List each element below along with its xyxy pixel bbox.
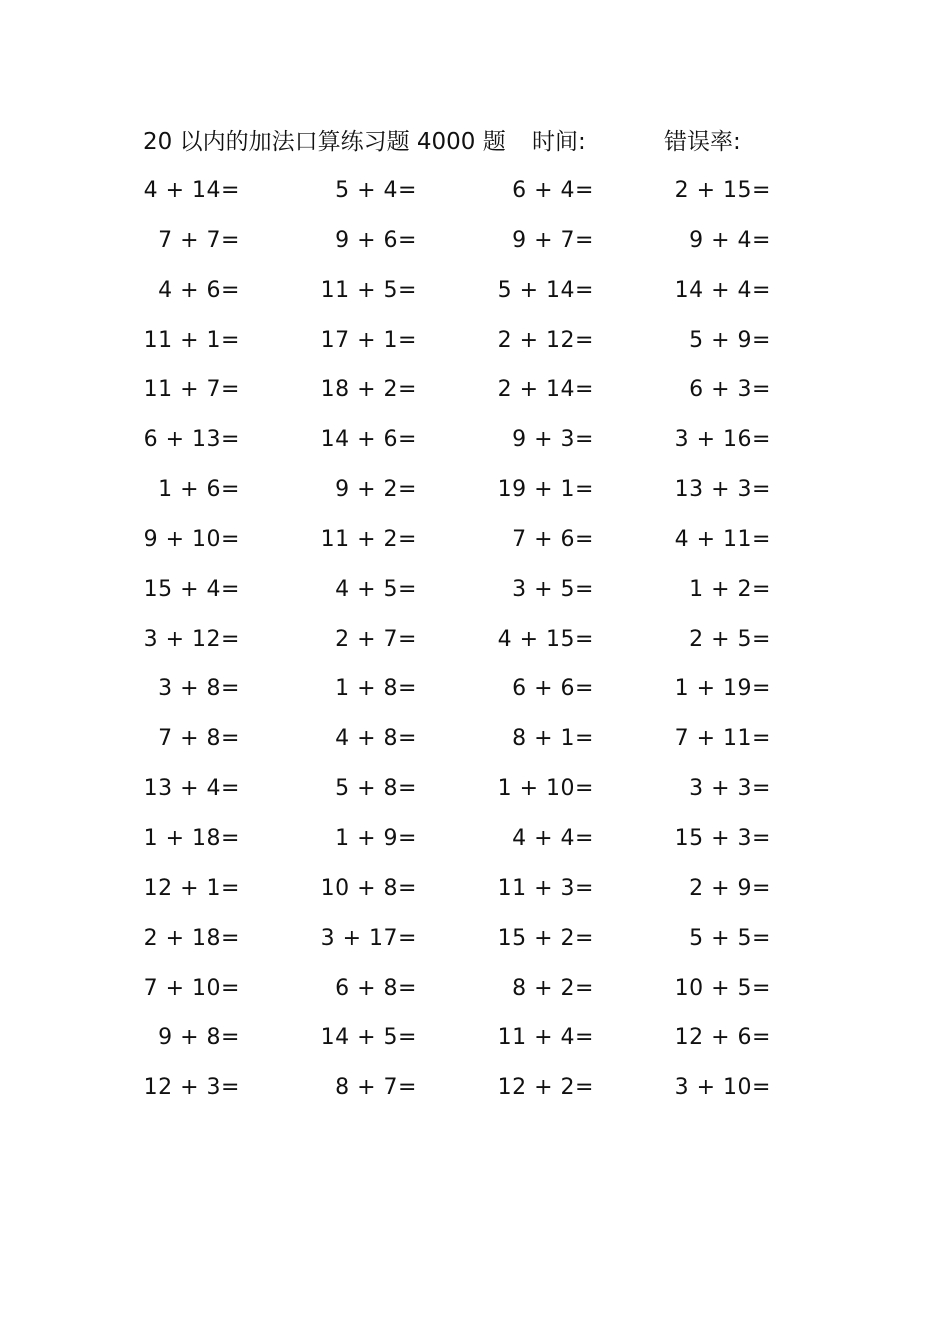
addition-problem: 11 + 4= [497, 1025, 594, 1051]
addition-problem: 3 + 10= [674, 1075, 771, 1101]
addition-problem: 10 + 8= [320, 875, 417, 901]
addition-problem: 7 + 8= [158, 726, 240, 752]
addition-problem: 4 + 8= [335, 726, 417, 752]
addition-problem: 1 + 9= [335, 825, 417, 851]
addition-problem: 3 + 8= [158, 676, 240, 702]
addition-problem: 3 + 5= [512, 576, 594, 602]
addition-problem: 2 + 9= [689, 875, 771, 901]
addition-problem: 2 + 7= [335, 626, 417, 652]
addition-problem: 9 + 3= [512, 427, 594, 453]
addition-problem: 11 + 2= [320, 526, 417, 552]
addition-problem: 3 + 16= [674, 427, 771, 453]
addition-problem: 14 + 4= [674, 277, 771, 303]
addition-problem: 1 + 8= [335, 676, 417, 702]
addition-problem: 6 + 6= [512, 676, 594, 702]
addition-problem: 8 + 2= [512, 975, 594, 1001]
addition-problem: 2 + 12= [497, 327, 594, 353]
addition-problem: 4 + 4= [512, 825, 594, 851]
addition-problem: 5 + 4= [335, 178, 417, 203]
addition-problem: 10 + 5= [674, 975, 771, 1001]
addition-problem: 9 + 10= [143, 526, 240, 552]
problem-grid [140, 171, 800, 1118]
addition-problem: 1 + 19= [674, 676, 771, 702]
worksheet-title: 20 以内的加法口算练习题 4000 题 [143, 129, 506, 155]
addition-problem: 9 + 7= [512, 227, 594, 253]
time-label: 时间: [532, 129, 586, 155]
addition-problem: 17 + 1= [320, 327, 417, 353]
addition-problem: 7 + 7= [158, 227, 240, 253]
addition-problem: 5 + 14= [497, 277, 594, 303]
addition-problem: 5 + 9= [689, 327, 771, 353]
addition-problem: 13 + 3= [674, 477, 771, 503]
addition-problem: 8 + 7= [335, 1075, 417, 1101]
addition-problem: 11 + 1= [143, 327, 240, 353]
addition-problem: 11 + 3= [497, 875, 594, 901]
addition-problem: 8 + 1= [512, 726, 594, 752]
addition-problem: 12 + 1= [143, 875, 240, 901]
addition-problem: 6 + 8= [335, 975, 417, 1001]
addition-problem: 2 + 5= [689, 626, 771, 652]
addition-problem: 19 + 1= [497, 477, 594, 503]
addition-problem: 5 + 5= [689, 925, 771, 951]
addition-problem: 2 + 18= [143, 925, 240, 951]
addition-problem: 1 + 2= [689, 576, 771, 602]
addition-problem: 13 + 4= [143, 776, 240, 802]
addition-problem: 18 + 2= [320, 377, 417, 403]
addition-problem: 1 + 18= [143, 825, 240, 851]
addition-problem: 4 + 14= [143, 178, 240, 203]
addition-problem: 2 + 15= [674, 178, 771, 203]
error-rate-label: 错误率: [664, 129, 741, 155]
addition-problem: 9 + 4= [689, 227, 771, 253]
addition-problem: 6 + 3= [689, 377, 771, 403]
addition-problem: 1 + 10= [497, 776, 594, 802]
addition-problem: 7 + 6= [512, 526, 594, 552]
addition-problem: 7 + 11= [674, 726, 771, 752]
addition-problem: 5 + 8= [335, 776, 417, 802]
addition-problem: 12 + 3= [143, 1075, 240, 1101]
addition-problem: 11 + 5= [320, 277, 417, 303]
addition-problem: 4 + 11= [674, 526, 771, 552]
addition-problem: 11 + 7= [143, 377, 240, 403]
addition-problem: 9 + 8= [158, 1025, 240, 1051]
worksheet-header [143, 124, 843, 160]
addition-problem: 3 + 3= [689, 776, 771, 802]
addition-problem: 3 + 17= [320, 925, 417, 951]
addition-problem: 14 + 6= [320, 427, 417, 453]
addition-problem: 15 + 2= [497, 925, 594, 951]
addition-problem: 15 + 3= [674, 825, 771, 851]
addition-problem: 12 + 6= [674, 1025, 771, 1051]
addition-problem: 4 + 5= [335, 576, 417, 602]
addition-problem: 7 + 10= [143, 975, 240, 1001]
addition-problem: 6 + 13= [143, 427, 240, 453]
addition-problem: 15 + 4= [143, 576, 240, 602]
addition-problem: 3 + 12= [143, 626, 240, 652]
addition-problem: 1 + 6= [158, 477, 240, 503]
addition-problem: 2 + 14= [497, 377, 594, 403]
addition-problem: 6 + 4= [512, 178, 594, 203]
addition-problem: 9 + 2= [335, 477, 417, 503]
addition-problem: 14 + 5= [320, 1025, 417, 1051]
addition-problem: 4 + 15= [497, 626, 594, 652]
addition-problem: 9 + 6= [335, 227, 417, 253]
addition-problem: 12 + 2= [497, 1075, 594, 1101]
addition-problem: 4 + 6= [158, 277, 240, 303]
